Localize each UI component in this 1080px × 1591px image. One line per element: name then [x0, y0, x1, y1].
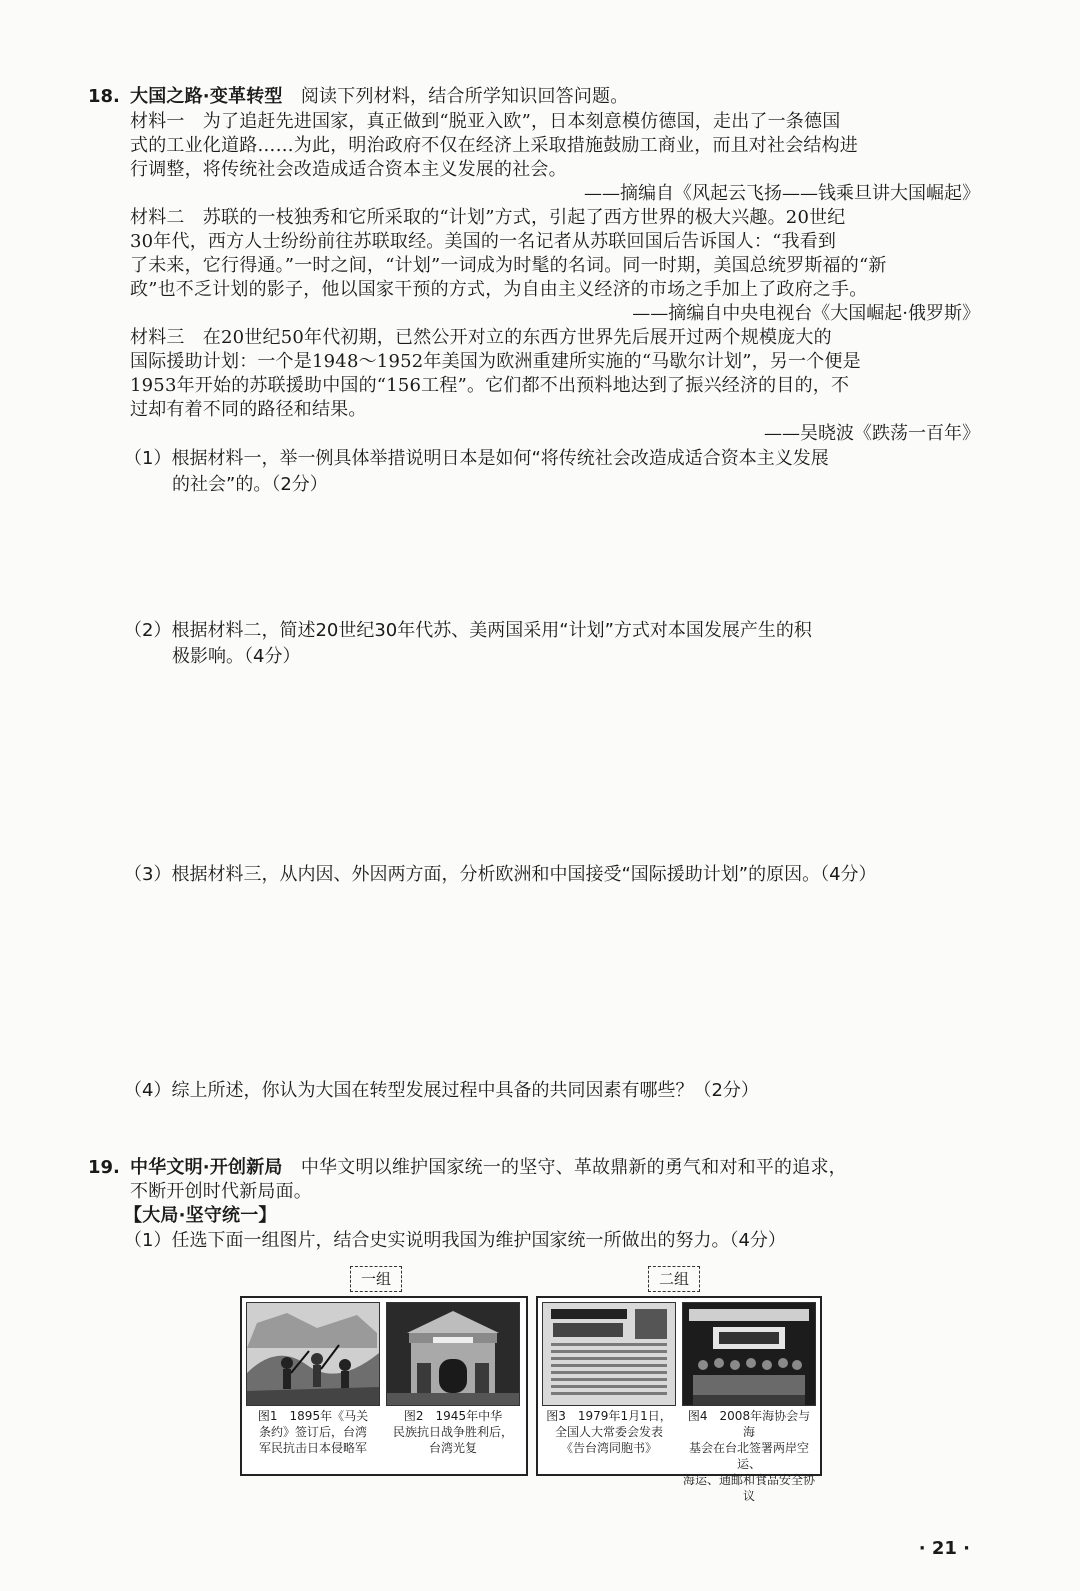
group-2-figure-box	[536, 1296, 822, 1503]
material-3-source: ——吴晓波《跌荡一百年》	[764, 423, 980, 444]
question-19-heading	[130, 1156, 847, 1180]
material-3-line: 国际援助计划：一个是1948～1952年美国为欧洲重建所实施的“马歇尔计划”，另一个便是	[130, 351, 861, 372]
question-18-number: 18.	[88, 86, 120, 107]
material-3-line: 1953年开始的苏联援助中国的“156工程”。它们都不出预料地达到了振兴经济的目的，不	[130, 375, 850, 396]
group-2-label: 二组	[648, 1266, 700, 1292]
group-1-label: 一组	[350, 1266, 402, 1292]
subquestion-2-cont: 极影响。（4分）	[172, 646, 301, 667]
subquestion-1-cont: 的社会”的。（2分）	[172, 474, 328, 495]
material-1-source: ——摘编自《风起云飞扬——钱乘旦讲大国崛起》	[584, 183, 980, 204]
ceremonial-gate-image	[386, 1302, 520, 1406]
battle-scene-image	[246, 1302, 380, 1406]
figure-4	[682, 1302, 816, 1503]
material-1-line: 行调整，将传统社会改造成适合资本主义发展的社会。	[130, 159, 567, 180]
newspaper-image	[542, 1302, 676, 1406]
material-2-line: 政”也不乏计划的影子，他以国家干预的方式，为自由主义经济的市场之手加上了政府之手。	[130, 279, 868, 300]
subquestion-3: （3）根据材料三，从内因、外因两方面，分析欧洲和中国接受“国际援助计划”的原因。（4分）	[124, 864, 877, 885]
question-19-subquestion-1: （1）任选下面一组图片，结合史实说明我国为维护国家统一所做出的努力。（4分）	[124, 1230, 786, 1251]
figure-3	[542, 1302, 676, 1470]
figure-2	[386, 1302, 520, 1470]
question-19-title: 中华文明·开创新局	[130, 1157, 283, 1178]
question-19-prompt-cont: 不断开创时代新局面。	[130, 1181, 312, 1202]
figure-4-caption: 图4 2008年海协会与海 基会在台北签署两岸空运、 海运、通邮和食品安全协议	[682, 1409, 815, 1503]
page-number: · 21 ·	[918, 1538, 970, 1559]
section-heading: 【大局·坚守统一】	[124, 1205, 277, 1226]
question-19-prompt: 中华文明以维护国家统一的坚守、革故鼎新的勇气和对和平的追求，	[300, 1157, 847, 1178]
material-3-line: 过却有着不同的路径和结果。	[130, 399, 367, 420]
material-2-line: 材料二 苏联的一枝独秀和它所采取的“计划”方式，引起了西方世界的极大兴趣。20世纪	[130, 207, 846, 228]
material-2-line: 30年代，西方人士纷纷前往苏联取经。美国的一名记者从苏联回国后告诉国人：“我看到	[130, 231, 837, 252]
question-18-title: 大国之路·变革转型	[130, 86, 283, 107]
subquestion-4: （4）综上所述，你认为大国在转型发展过程中具备的共同因素有哪些？（2分）	[124, 1080, 759, 1101]
group-1-figure-box	[240, 1296, 528, 1476]
question-18-prompt: 阅读下列材料，结合所学知识回答问题。	[300, 86, 629, 107]
figure-1	[246, 1302, 380, 1470]
material-3-line: 材料三 在20世纪50年代初期，已然公开对立的东西方世界先后展开过两个规模庞大的	[130, 327, 832, 348]
signing-ceremony-image	[682, 1302, 816, 1406]
subquestion-2: （2）根据材料二，简述20世纪30年代苏、美两国采用“计划”方式对本国发展产生的积	[124, 620, 812, 641]
material-1-line: 式的工业化道路……为此，明治政府不仅在经济上采取措施鼓励工商业，而且对社会结构进	[130, 135, 858, 156]
subquestion-1: （1）根据材料一，举一例具体举措说明日本是如何“将传统社会改造成适合资本主义发展	[124, 448, 829, 469]
figure-1-caption: 图1 1895年《马关 条约》签订后，台湾 军民抗击日本侵略军	[257, 1409, 369, 1455]
material-2-source: ——摘编自中央电视台《大国崛起·俄罗斯》	[632, 303, 980, 324]
material-2-line: 了未来，它行得通。”一时之间，“计划”一词成为时髦的名词。同一时期，美国总统罗斯福的“新	[130, 255, 887, 276]
question-18-heading	[130, 85, 628, 109]
figure-3-caption: 图3 1979年1月1日， 全国人大常委会发表 《告台湾同胞书》	[546, 1409, 672, 1455]
material-1-line: 材料一 为了追赶先进国家，真正做到“脱亚入欧”，日本刻意模仿德国，走出了一条德国	[130, 111, 841, 132]
question-19-number: 19.	[88, 1157, 120, 1178]
figure-2-caption: 图2 1945年中华 民族抗日战争胜利后， 台湾光复	[392, 1409, 513, 1455]
